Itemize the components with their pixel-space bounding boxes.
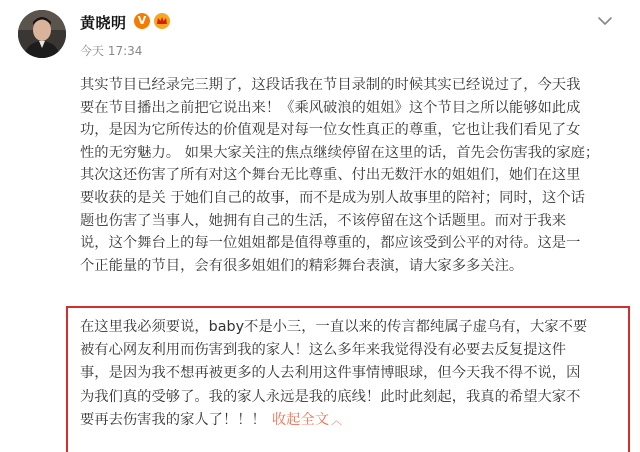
- highlight-last-line: [80, 409, 620, 432]
- avatar-image: [18, 10, 66, 58]
- chevron-down-icon[interactable]: [596, 14, 614, 28]
- post-timestamp: 今天 17:34: [80, 44, 143, 58]
- post-body-line: 功，是因为它所传达的价值观是对每一位女性真正的尊重，它也让我们看见了女: [80, 122, 581, 139]
- collapse-full-text-link[interactable]: 收起全文: [271, 411, 330, 428]
- highlight-line: 要再去伤害我的家人了！！！: [80, 411, 266, 428]
- username[interactable]: 黄晓明: [80, 14, 127, 32]
- post-body-line: 其实节目已经录完三期了，这段话我在节目录制的时候其实已经说过了，今天我: [80, 77, 581, 93]
- post-body-line: 说，这个舞台上的每一位姐姐都是值得尊重的，都应该受到公平的对待。这是一: [80, 235, 581, 252]
- post-body-line: 性的无穷魅力。 如果大家关注的焦点继续停留在这里的话，首先会伤害我的家庭；: [80, 144, 600, 161]
- vip-crown-icon: [153, 12, 171, 30]
- highlight-line: 事，是因为我不想再被更多的人去利用这件事情博眼球，但今天我不得不说，因: [80, 365, 581, 382]
- post-body-line: 题也伤害了当事人，她拥有自己的生活，不该停留在这个话题里。而对于我来: [80, 212, 567, 229]
- verified-badge-icon: V: [134, 13, 150, 29]
- post-body-line: 要收获的是关 于她们自己的故事，而不是成为别人故事里的陪衬；同时，这个话: [80, 189, 585, 206]
- post-body-line: 个正能量的节目，会有很多姐姐们的精彩舞台表演，请大家多多关注。: [80, 257, 524, 274]
- chevron-up-icon[interactable]: ︿: [331, 413, 343, 427]
- highlighted-paragraph: [80, 316, 620, 432]
- post-body-line: 其次这还伤害了所有对这个舞台无比尊重、付出无数汗水的姐姐们，她们在这里: [80, 167, 581, 184]
- post-header: [0, 0, 640, 72]
- highlight-line: 在这里我必须要说，baby不是小三，一直以来的传言都纯属子虚乌有，大家不要: [80, 319, 588, 335]
- highlight-line: 被有心网友利用而伤害到我的家人！这么多年来我觉得没有必要去反复提这件: [80, 342, 567, 359]
- highlight-line: 为我们真的受够了。我的家人永远是我的底线！此时此刻起，我真的希望大家不: [80, 388, 581, 405]
- post-body: [80, 74, 620, 277]
- avatar[interactable]: [18, 10, 66, 58]
- post-body-line: 要在节目播出之前把它说出来！《乘风破浪的姐姐》这个节目之所以能够如此成: [80, 99, 581, 116]
